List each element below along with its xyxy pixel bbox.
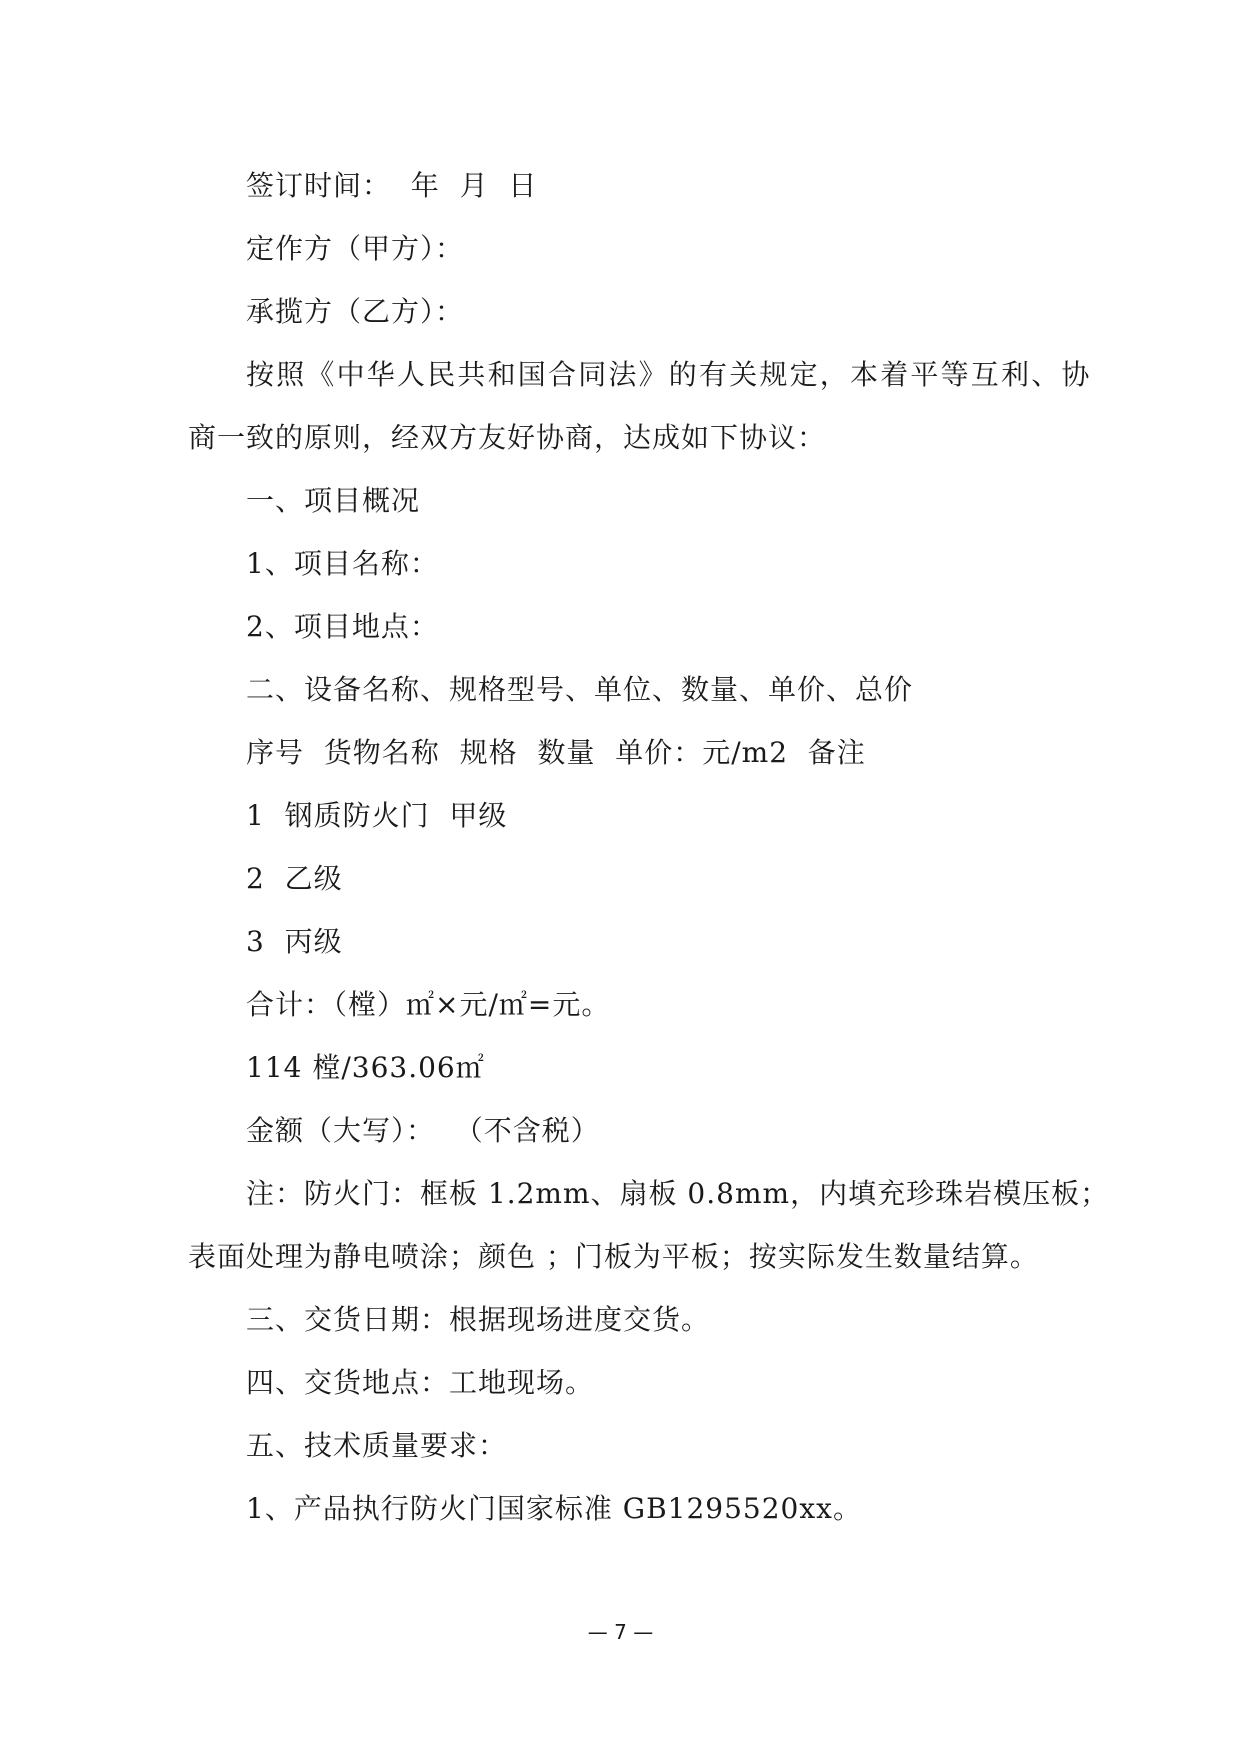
project-location-line: 2、项目地点： — [246, 610, 439, 643]
party-a-line: 定作方（甲方）： — [246, 232, 465, 265]
quality-standard-line: 1、产品执行防火门国家标准 GB1295520xx。 — [246, 1492, 862, 1525]
section-1-heading: 一、项目概况 — [246, 484, 421, 517]
goods-table-header: 序号 货物名称 规格 数量 单价：元/m2 备注 — [246, 736, 866, 769]
total-quantity-line: 114 樘/363.06㎡ — [246, 1051, 485, 1084]
preamble-line-2: 商一致的原则，经双方友好协商，达成如下协议： — [188, 421, 827, 454]
note-line-2: 表面处理为静电喷涂；颜色 ；门板为平板；按实际发生数量结算。 — [188, 1240, 1039, 1273]
goods-row-2: 2 乙级 — [246, 862, 343, 895]
page-number: — 7 — — [587, 1620, 654, 1644]
goods-row-3: 3 丙级 — [246, 925, 343, 958]
total-formula-line: 合计：（樘）㎡×元/㎡=元。 — [246, 988, 611, 1021]
project-name-line: 1、项目名称： — [246, 547, 439, 580]
preamble-line-1: 按照《中华人民共和国合同法》的有关规定，本着平等互利、协 — [246, 358, 1092, 391]
amount-line: 金额（大写）： （不含税） — [246, 1114, 600, 1147]
section-3-delivery-date: 三、交货日期：根据现场进度交货。 — [246, 1303, 711, 1336]
note-line-1: 注：防火门：框板 1.2mm、扇板 0.8mm，内填充珍珠岩模压板； — [246, 1177, 1110, 1210]
goods-row-1: 1 钢质防火门 甲级 — [246, 799, 508, 832]
section-2-heading: 二、设备名称、规格型号、单位、数量、单价、总价 — [246, 673, 914, 706]
party-b-line: 承揽方（乙方）： — [246, 295, 465, 328]
signing-date-line: 签订时间： 年 月 日 — [246, 169, 538, 202]
section-5-heading: 五、技术质量要求： — [246, 1429, 508, 1462]
section-4-delivery-location: 四、交货地点：工地现场。 — [246, 1366, 595, 1399]
